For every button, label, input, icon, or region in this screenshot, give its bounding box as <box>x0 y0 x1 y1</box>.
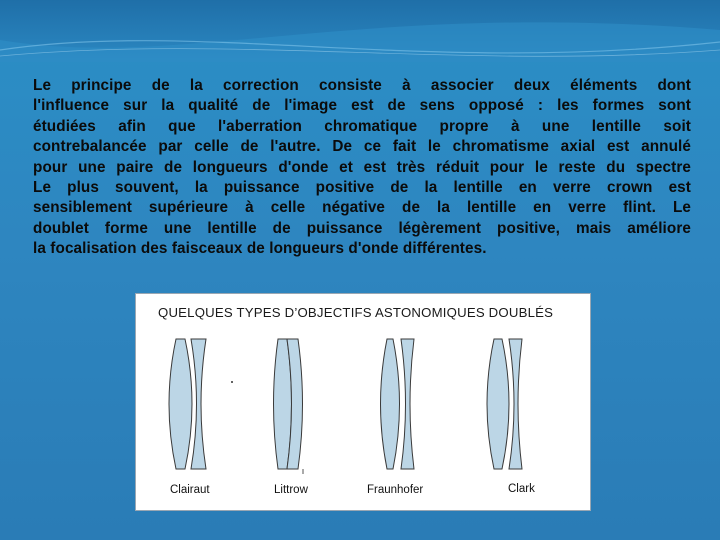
paragraph-line: doublet forme une lentille de puissance légèrement positive, mais améliore <box>33 219 691 237</box>
littrow-lens-icon <box>274 339 304 474</box>
decorative-header-band <box>0 0 720 62</box>
label-fraunhofer: Fraunhofer <box>367 484 424 496</box>
paragraph-line: la focalisation des faisceaux de longueurs d'onde différentes. <box>33 240 487 258</box>
paragraph-line: Le plus souvent, la puissance positive de la lentille en verre crown est <box>33 179 691 197</box>
body-paragraph <box>33 76 691 260</box>
clairaut-lens-icon <box>169 339 233 469</box>
clark-lens-icon <box>487 339 522 469</box>
paragraph-line: sensiblement supérieure à celle négative de la lentille en verre flint. Le <box>33 199 691 217</box>
label-clark: Clark <box>508 483 535 495</box>
wave-decoration <box>0 0 720 62</box>
figure-title: QUELQUES TYPES D’OBJECTIFS ASTONOMIQUES DOUBLÉS <box>158 305 554 320</box>
lens-diagrams <box>136 294 590 510</box>
paragraph-line: l'influence sur la qualité de l'image est de sens opposé : les formes sont <box>33 97 691 115</box>
paragraph-line: contrebalancée par celle de l'autre. De ce fait le chromatisme axial est annulé <box>33 138 691 156</box>
paragraph-line: Le principe de la correction consiste à associer deux éléments dont <box>33 77 691 94</box>
doublet-lens-figure <box>135 293 591 511</box>
paragraph-line: étudiées afin que l'aberration chromatique propre à une lentille soit <box>33 117 691 135</box>
paragraph-line: pour une paire de longueurs d'onde et est très réduit pour le reste du spectre <box>33 158 691 176</box>
fraunhofer-lens-icon <box>381 339 415 469</box>
label-clairaut: Clairaut <box>170 484 210 496</box>
label-littrow: Littrow <box>274 484 308 496</box>
